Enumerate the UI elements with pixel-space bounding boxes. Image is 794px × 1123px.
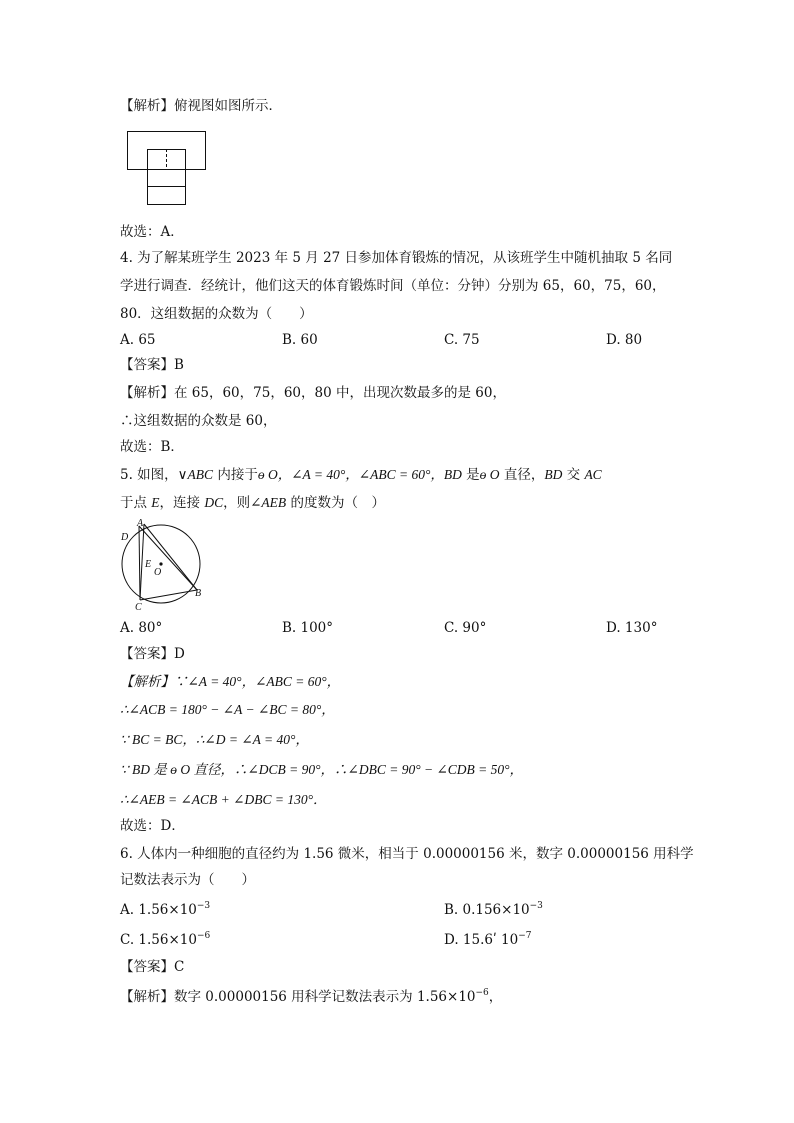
label-d: D bbox=[121, 532, 129, 543]
q4-stem-line-2: 学进行调查．经统计，他们这天的体育锻炼时间（单位：分钟）分别为 65，60，75，60， bbox=[120, 278, 666, 294]
label-e: E bbox=[145, 559, 152, 570]
label-b: B bbox=[195, 588, 202, 599]
q4-stem-line-3: 80．这组数据的众数为（ ） bbox=[120, 306, 313, 322]
segment-ac bbox=[140, 524, 144, 600]
q5-option-d: D. 130° bbox=[606, 620, 658, 636]
q5-stem-line-1: 5. 如图，∨ABC 内接于ɵ O，∠A = 40°，∠ABC = 60°，BD 是ɵ O 直径，BD 交 AC bbox=[120, 467, 602, 483]
label-c: C bbox=[135, 602, 142, 613]
q4-option-d: D. 80 bbox=[606, 332, 643, 348]
circle-figure bbox=[118, 518, 210, 613]
q6-answer: 【答案】C bbox=[120, 959, 185, 975]
label-o: O bbox=[154, 567, 162, 578]
q6-option-a: A. $1.56\times 10^{-3}$ bbox=[120, 901, 211, 918]
q4-stem-line-1: 4. 为了解某班学生 2023 年 5 月 27 日参加体育锻炼的情况，从该班学生中随机抽取 5 名同 bbox=[120, 250, 673, 266]
q4-analysis-line-1: 【解析】在 65，60，75，60，80 中，出现次数最多的是 60， bbox=[120, 385, 506, 401]
q5-option-c: C. 90° bbox=[444, 620, 487, 636]
q4-option-a: A. 65 bbox=[120, 332, 156, 348]
q5-analysis-line-3: ∵ BC = BC，∴∠D = ∠A = 40°， bbox=[120, 732, 309, 747]
q5-option-a: A. 80° bbox=[120, 620, 163, 636]
q4-answer: 【答案】B bbox=[120, 357, 184, 373]
center-o-dot bbox=[159, 562, 162, 565]
q3-analysis: 【解析】俯视图如图所示． bbox=[120, 98, 282, 114]
q6-option-c: C. $1.56\times 10^{-6}$ bbox=[120, 931, 211, 948]
q6-stem-line-2: 记数法表示为（ ） bbox=[120, 872, 255, 888]
q5-choose: 故选：D． bbox=[120, 818, 185, 834]
q5-analysis-line-5: ∴∠AEB = ∠ACB + ∠DBC = 130°． bbox=[120, 792, 327, 807]
q4-option-b: B. 60 bbox=[282, 332, 318, 348]
q4-option-c: C. 75 bbox=[444, 332, 480, 348]
q4-choose: 故选：B． bbox=[120, 439, 184, 455]
q5-analysis-line-1: 【解析】∵∠A = 40°，∠ABC = 60°， bbox=[120, 674, 341, 689]
segment-cb bbox=[140, 590, 197, 600]
segment-dc bbox=[139, 526, 140, 600]
q6-analysis: 【解析】数字 0.00000156 用科学记数法表示为 $1.56\times 10^{-6}$， bbox=[120, 988, 503, 1005]
q6-option-d: D. 15.6ʹ $10^{-7}$ bbox=[444, 931, 532, 948]
q6-option-b: B. $0.156\times 10^{-3}$ bbox=[444, 901, 543, 918]
q5-analysis-line-4: ∵ BD 是 ɵ O 直径，∴∠DCB = 90°，∴∠DBC = 90° − ∠CDB = 50°， bbox=[120, 762, 524, 777]
q3-choose: 故选：A． bbox=[120, 224, 184, 240]
q5-analysis-line-2: ∴∠ACB = 180° − ∠A − ∠BC = 80°， bbox=[120, 702, 335, 717]
q4-analysis-line-2: ∴这组数据的众数是 60， bbox=[120, 413, 277, 429]
q5-stem-line-2: 于点 E，连接 DC，则∠AEB 的度数为（ ） bbox=[120, 495, 385, 511]
top-view-figure bbox=[127, 131, 207, 206]
q5-option-b: B. 100° bbox=[282, 620, 334, 636]
q6-stem-line-1: 6. 人体内一种细胞的直径约为 1.56 微米，相当于 0.00000156 米，数字 0.00000156 用科学 bbox=[120, 846, 694, 862]
q5-answer: 【答案】D bbox=[120, 646, 185, 662]
segment-ab bbox=[144, 524, 197, 590]
label-a: A bbox=[137, 518, 144, 529]
